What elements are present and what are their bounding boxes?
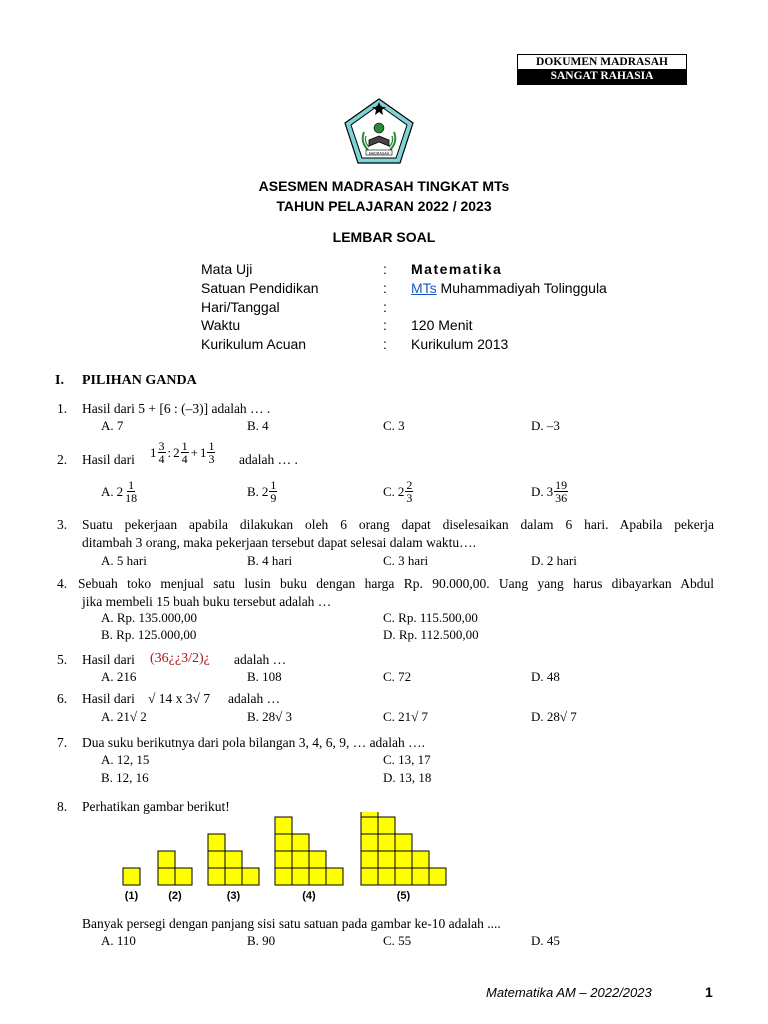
unit-square [242,868,259,885]
unit-square [378,817,395,834]
question-text-post: adalah … [234,652,287,667]
question-text-pre: Hasil dari [82,652,135,667]
info-colon: : [383,299,387,315]
option-d[interactable]: D. 48 [531,669,560,684]
option-b[interactable]: B. 12, 16 [101,770,149,785]
unit-square [275,817,292,834]
question-number: 2. [57,452,68,467]
option-c[interactable]: C. 3 hari [383,553,429,568]
info-value-school [411,280,607,296]
section-number: I. [55,373,64,388]
school-year: TAHUN PELAJARAN 2022 / 2023 [276,198,492,214]
option-a[interactable]: A. Rp. 135.000,00 [101,610,198,625]
madrasah-emblem-icon [342,96,416,166]
option-d[interactable]: D. 28√ 7 [531,709,577,724]
question-number: 6. [57,691,68,706]
option-d[interactable]: D. –3 [531,418,560,433]
unit-square [275,868,292,885]
question-text-line2: ditambah 3 orang, maka pekerjaan tersebut dapat selesai dalam waktu…. [82,535,476,550]
option-a[interactable]: A. 216 [101,669,137,684]
option-a[interactable]: A. 110 [101,933,136,948]
unit-square [395,834,412,851]
option-b[interactable]: B. 2 $\frac{1}{9}$ [247,478,277,505]
unit-square [208,868,225,885]
unit-square [395,851,412,868]
question-number: 1. [57,401,68,416]
unit-square [361,868,378,885]
question-text-post: adalah … [228,691,281,706]
unit-square [429,868,446,885]
math-expression: (36¿¿3/2)¿ [150,651,210,666]
unit-square [225,868,242,885]
question-text-post: adalah … . [239,452,298,467]
info-colon: : [383,261,387,277]
question-number: 4. [57,576,68,591]
option-b[interactable]: B. 90 [247,933,276,948]
unit-square [275,834,292,851]
option-c[interactable]: C. 3 [383,418,405,433]
figure-label: (2) [168,890,182,902]
option-d[interactable]: D. 13, 18 [383,770,432,785]
question-text-2: Banyak persegi dengan panjang sisi satu satuan pada gambar ke-10 adalah .... [82,916,501,931]
school-link[interactable]: MTs [411,280,437,296]
option-c[interactable]: C. 72 [383,669,412,684]
confidential-stamp [517,54,687,85]
unit-square [123,868,140,885]
info-label-curriculum: Kurikulum Acuan [201,336,307,352]
option-b[interactable]: B. 28√ 3 [247,709,293,724]
unit-square [309,851,326,868]
question-text-line2: jika membeli 15 buah buku tersebut adalah … [82,594,332,609]
option-b[interactable]: B. Rp. 125.000,00 [101,627,197,642]
option-a[interactable]: A. 12, 15 [101,752,150,767]
exam-title: ASESMEN MADRASAH TINGKAT MTs [258,178,510,194]
question-text: Dua suku berikutnya dari pola bilangan 3, 4, 6, 9, … adalah …. [82,735,426,750]
option-b[interactable]: B. 4 hari [247,553,293,568]
option-c[interactable]: C. 55 [383,933,412,948]
school-name: Muhammadiyah Tolinggula [436,280,607,296]
question-number: 3. [57,517,68,532]
stamp-line1: DOKUMEN MADRASAH [518,55,686,69]
unit-square [361,834,378,851]
unit-square [361,851,378,868]
unit-square [292,834,309,851]
option-d[interactable]: D. 3 $\frac{19}{36}$ [531,478,568,505]
unit-square [326,868,343,885]
option-c[interactable]: C. 21√ 7 [383,709,429,724]
info-colon: : [383,280,387,296]
option-a[interactable]: A. 5 hari [101,553,147,568]
question-number: 7. [57,735,68,750]
info-label-date: Hari/Tanggal [201,299,280,315]
unit-square [292,868,309,885]
unit-square [292,851,309,868]
figure-label: (1) [124,890,139,902]
figure-label: (3) [226,890,241,902]
option-c[interactable]: C. 13, 17 [383,752,431,767]
math-expression: √ 14 x 3√ 7 [148,691,211,706]
section-title: PILIHAN GANDA [82,373,197,388]
unit-square [309,868,326,885]
unit-square [208,834,225,851]
unit-square [412,868,429,885]
unit-square [412,851,429,868]
option-a[interactable]: A. 7 [101,418,124,433]
unit-square [395,868,412,885]
footer-text: Matematika AM – 2022/2023 [486,985,652,1000]
question-text: Perhatikan gambar berikut! [82,799,230,814]
unit-square [361,812,378,817]
option-a[interactable]: A. 2 $\frac{1}{18}$ [101,478,138,505]
question-text: Hasil dari 5 + [6 : (–3)] adalah … . [82,401,271,416]
question-number: 8. [57,799,68,814]
unit-square [158,851,175,868]
info-label-school: Satuan Pendidikan [201,280,319,296]
stamp-line2: SANGAT RAHASIA [518,69,686,84]
unit-square [378,851,395,868]
info-value-time: 120 Menit [411,317,473,333]
math-expression: 1 $\frac{3}{4}$ : 2 $\frac{1}{4}$ + 1 $\frac{1}{3}$ [150,439,215,466]
question-text-line1: Suatu pekerjaan apabila dilakukan oleh 6 orang dapat diselesaikan dalam 6 hari. Apabila pekerja [82,517,714,532]
unit-square [158,868,175,885]
page-number: 1 [705,984,713,1000]
unit-square [208,851,225,868]
unit-square [225,851,242,868]
option-b[interactable]: B. 108 [247,669,282,684]
figure-label: (4) [302,890,316,902]
question-number: 5. [57,652,68,667]
info-value-curriculum: Kurikulum 2013 [411,336,509,352]
unit-square [361,817,378,834]
info-label-subject: Mata Uji [201,261,253,277]
option-b[interactable]: B. 4 [247,418,269,433]
option-c[interactable]: C. 2 $\frac{2}{3}$ [383,478,413,505]
logo-caption: MADRASAH [368,151,390,156]
info-label-time: Waktu [201,317,241,333]
option-a[interactable]: A. 21√ 2 [101,709,147,724]
sheet-title: LEMBAR SOAL [332,229,436,245]
question-text-pre: Hasil dari [82,452,135,467]
unit-square [378,834,395,851]
info-colon: : [383,336,387,352]
square-pattern-figure [110,812,460,907]
question-text-line1: Sebuah toko menjual satu lusin buku dengan harga Rp. 90.000,00. Uang yang harus dibayarkan Abdul [78,576,714,591]
option-d[interactable]: D. Rp. 112.500,00 [383,627,479,642]
option-c[interactable]: C. Rp. 115.500,00 [383,610,478,625]
question-text-pre: Hasil dari [82,691,135,706]
option-d[interactable]: D. 2 hari [531,553,577,568]
unit-square [378,868,395,885]
info-colon: : [383,317,387,333]
unit-square [175,868,192,885]
info-value-subject: Matematika [411,261,503,277]
figure-label: (5) [396,890,411,902]
unit-square [275,851,292,868]
option-d[interactable]: D. 45 [531,933,560,948]
